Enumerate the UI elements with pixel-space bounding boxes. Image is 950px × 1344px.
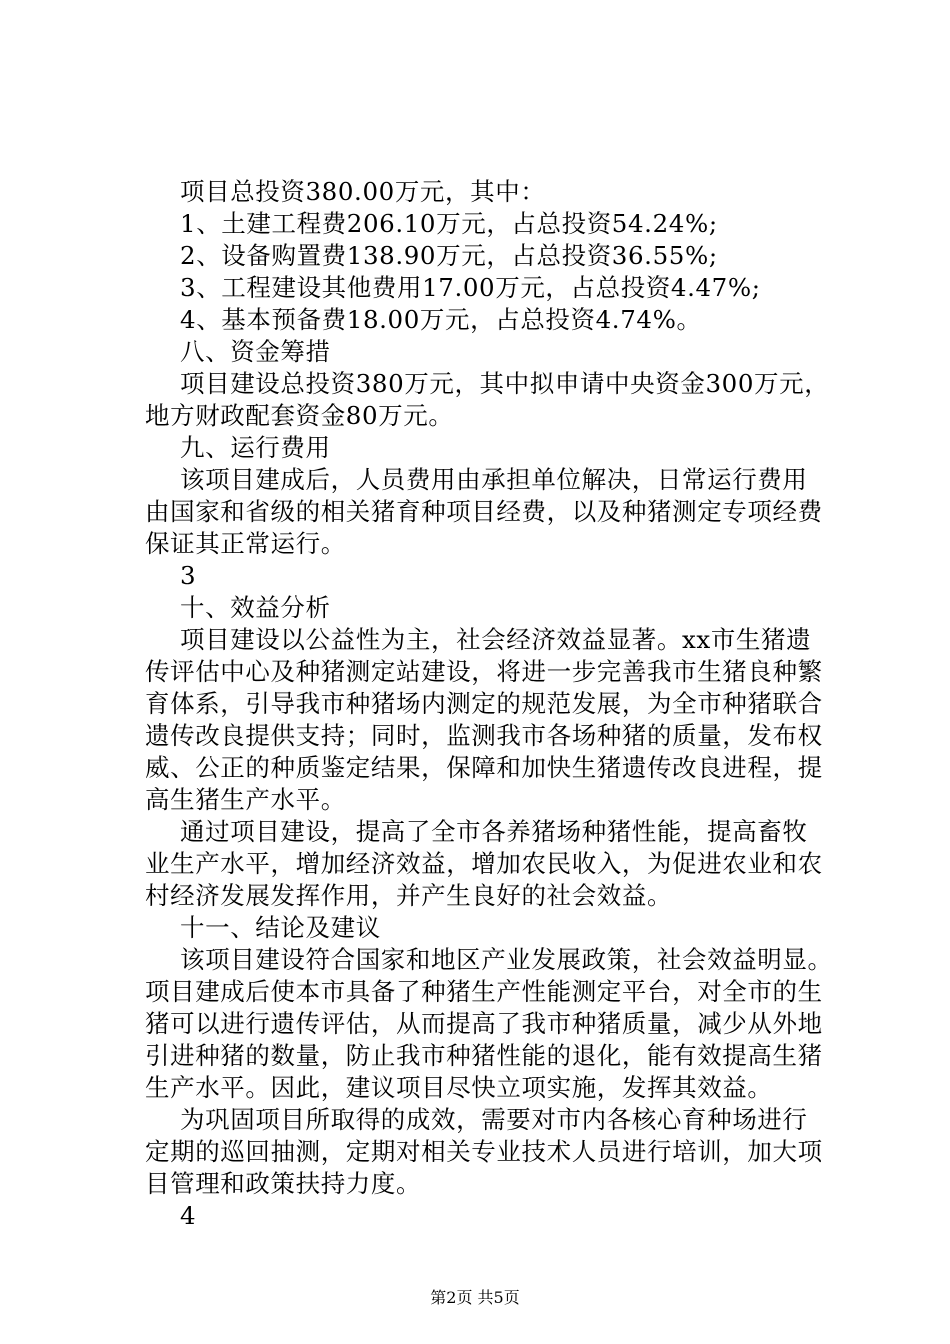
- section-heading: 十、效益分析: [180, 593, 331, 622]
- paragraph-line: 猪可以进行遗传评估，从而提高了我市种猪质量，减少从外地: [145, 1009, 823, 1038]
- paragraph-line: 威、公正的种质鉴定结果，保障和加快生猪遗传改良进程，提: [145, 753, 823, 782]
- paragraph-line: 项目建成后使本市具备了种猪生产性能测定平台，对全市的生: [145, 977, 823, 1006]
- paragraph-line: 村经济发展发挥作用，并产生良好的社会效益。: [145, 881, 673, 910]
- paragraph-line: 高生猪生产水平。: [145, 785, 346, 814]
- paragraph-line: 项目建设以公益性为主，社会经济效益显著。xx市生猪遗: [180, 625, 812, 654]
- paragraph-line: 该项目建设符合国家和地区产业发展政策，社会效益明显。: [180, 945, 833, 974]
- section-heading: 九、运行费用: [180, 433, 331, 462]
- paragraph-line: 项目建设总投资380万元，其中拟申请中央资金300万元，: [180, 369, 830, 398]
- paragraph-line: 业生产水平，增加经济效益，增加农民收入，为促进农业和农: [145, 849, 823, 878]
- paragraph-line: 目管理和政策扶持力度。: [145, 1169, 422, 1198]
- paragraph-line: 项目总投资380.00万元，其中：: [180, 177, 546, 206]
- page-footer: 第2页 共5页: [430, 1288, 520, 1307]
- paragraph-line: 1、土建工程费206.10万元，占总投资54.24%;: [180, 209, 718, 238]
- paragraph-line: 4、基本预备费18.00万元，占总投资4.74%。: [180, 305, 702, 334]
- paragraph-line: 引进种猪的数量，防止我市种猪性能的退化，能有效提高生猪: [145, 1041, 823, 1070]
- section-heading: 十一、结论及建议: [180, 913, 381, 942]
- paragraph-line: 由国家和省级的相关猪育种项目经费，以及种猪测定专项经费: [145, 497, 823, 526]
- paragraph-line: 3、工程建设其他费用17.00万元，占总投资4.47%;: [180, 273, 761, 302]
- paragraph-line: 遗传改良提供支持；同时，监测我市各场种猪的质量，发布权: [145, 721, 823, 750]
- paragraph-line: 传评估中心及种猪测定站建设，将进一步完善我市生猪良种繁: [145, 657, 823, 686]
- page-number-inline: 4: [180, 1201, 197, 1230]
- section-heading: 八、资金筹措: [180, 337, 331, 366]
- paragraph-line: 定期的巡回抽测，定期对相关专业技术人员进行培训，加大项: [145, 1137, 823, 1166]
- paragraph-line: 通过项目建设，提高了全市各养猪场种猪性能，提高畜牧: [180, 817, 808, 846]
- paragraph-line: 保证其正常运行。: [145, 529, 346, 558]
- paragraph-line: 为巩固项目所取得的成效，需要对市内各核心育种场进行: [180, 1105, 808, 1134]
- paragraph-line: 地方财政配套资金80万元。: [145, 401, 454, 430]
- page-number-inline: 3: [180, 561, 197, 590]
- paragraph-line: 该项目建成后，人员费用由承担单位解决，日常运行费用: [180, 465, 808, 494]
- paragraph-line: 育体系，引导我市种猪场内测定的规范发展，为全市种猪联合: [145, 689, 823, 718]
- paragraph-line: 2、设备购置费138.90万元，占总投资36.55%;: [180, 241, 718, 270]
- paragraph-line: 生产水平。因此，建议项目尽快立项实施，发挥其效益。: [145, 1073, 773, 1102]
